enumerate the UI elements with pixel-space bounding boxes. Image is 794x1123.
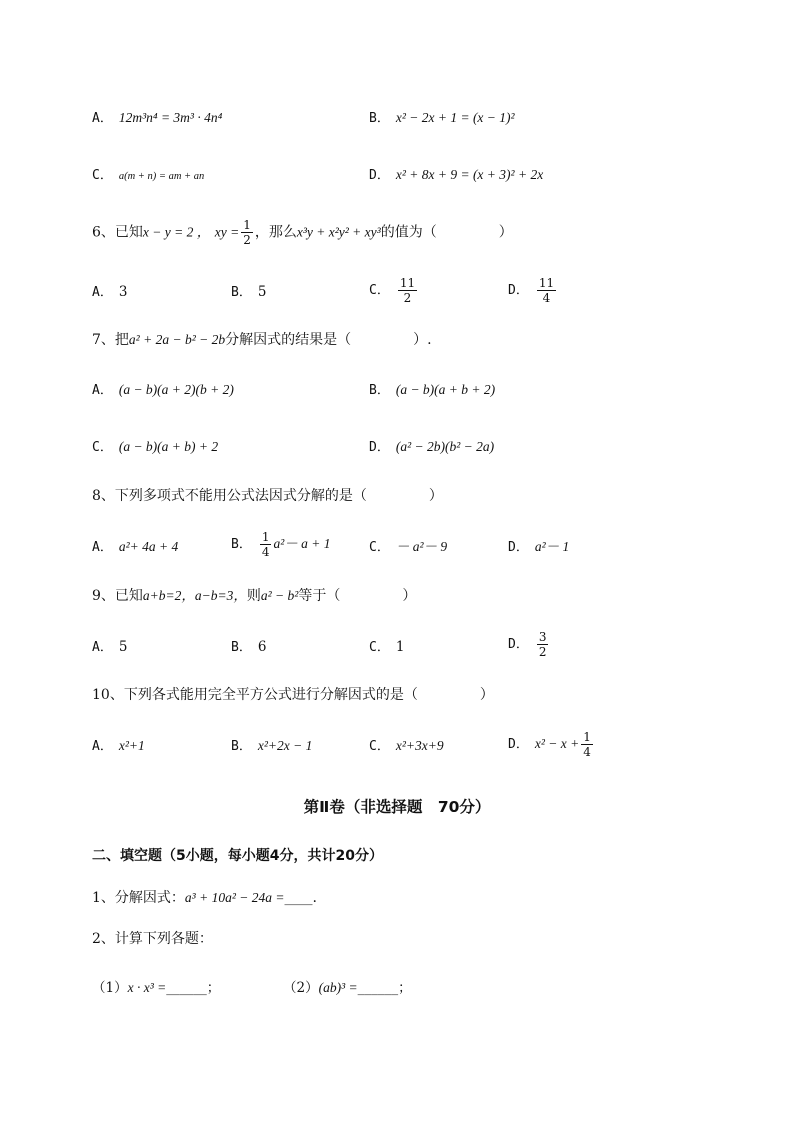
q5-option-a	[92, 108, 222, 129]
option-text: 1	[395, 639, 405, 655]
question-text: ）.	[413, 332, 432, 348]
item-label: （2）	[283, 980, 319, 996]
question-text: ）	[402, 588, 417, 604]
question-text: ，那么	[254, 224, 297, 241]
q7-option-c	[92, 437, 218, 458]
question-text: 等于（	[298, 588, 341, 604]
fraction	[537, 276, 556, 305]
q8-option-a	[92, 537, 178, 558]
option-label: B．	[231, 739, 252, 754]
q7-option-a	[92, 380, 234, 401]
question-10	[92, 685, 494, 705]
fraction	[537, 630, 549, 659]
option-text: a²+ 4a + 4	[118, 539, 179, 554]
option-text: (a − b)(a + b) + 2	[118, 439, 219, 454]
option-text: x² − 2x + 1 = (x − 1)²	[395, 110, 515, 125]
fill2-item-1	[92, 978, 220, 998]
answer-blank[interactable]: ______	[166, 980, 207, 996]
option-label: A．	[92, 739, 113, 754]
q8-options	[92, 530, 732, 564]
q6-options	[92, 276, 732, 310]
question-text: 分解因式的结果是（	[225, 332, 352, 348]
fraction	[260, 530, 272, 559]
option-text: x²+2x − 1	[257, 738, 313, 753]
question-text: 8、下列多项式不能用公式法因式分解的是（	[92, 488, 367, 504]
item-end: ；	[206, 980, 221, 996]
fraction-numerator: 3	[538, 630, 547, 644]
q6-option-c	[369, 276, 419, 305]
fill-question-1	[92, 888, 317, 908]
item-end: ；	[398, 980, 412, 996]
option-text: x² − x +	[534, 736, 580, 751]
question-9	[92, 586, 416, 606]
option-label: C．	[92, 168, 113, 183]
answer-blank[interactable]: ______	[357, 980, 399, 996]
option-text: 6	[257, 639, 267, 655]
q5-option-c	[92, 165, 204, 187]
option-text: x²+3x+9	[395, 738, 444, 753]
option-label: A．	[92, 640, 113, 655]
q9-option-d	[508, 630, 550, 659]
option-label: B．	[231, 640, 252, 655]
q10-option-c	[369, 736, 444, 757]
q5-options-row-2	[92, 165, 732, 199]
q9-option-a	[92, 637, 127, 658]
fraction-denominator: 4	[261, 545, 270, 559]
option-text: 3	[118, 284, 128, 300]
question-text: ）	[479, 687, 494, 703]
option-label: A．	[92, 285, 113, 300]
answer-blank[interactable]: ____	[284, 890, 313, 906]
fraction-denominator: 4	[583, 745, 591, 759]
question-expr: x − y = 2 ，	[142, 224, 211, 240]
q10-option-a	[92, 736, 145, 757]
q5-option-b	[369, 108, 515, 129]
option-label: C．	[92, 440, 113, 455]
item-label: （1）	[92, 980, 128, 996]
option-text: (a − b)(a + b + 2)	[395, 382, 496, 397]
q9-option-c	[369, 637, 404, 658]
option-label: A．	[92, 540, 113, 555]
fill-question-2-items	[92, 978, 732, 1012]
question-text: ）	[498, 224, 513, 241]
fraction-denominator: 2	[403, 291, 412, 305]
option-label: C．	[369, 540, 390, 555]
fraction	[581, 730, 593, 759]
option-label: D．	[508, 283, 529, 298]
question-expr: a² − b²	[260, 588, 299, 603]
question-expr: xy =	[214, 224, 240, 240]
option-text: 5	[257, 284, 267, 300]
item-expr: x · x³ =	[127, 980, 167, 995]
fill2-item-2	[283, 978, 412, 998]
question-text: 则	[246, 588, 261, 604]
option-text: x²+1	[118, 738, 145, 753]
option-text: x² + 8x + 9 = (x + 3)² + 2x	[395, 167, 544, 182]
option-text: a(m + n) = am + an	[118, 171, 205, 182]
question-text: .	[312, 890, 317, 906]
option-label: A．	[92, 111, 113, 126]
option-label: C．	[369, 283, 390, 298]
q7-option-d	[369, 437, 494, 458]
option-label: C．	[369, 739, 390, 754]
question-8	[92, 486, 443, 506]
q5-options-row-1	[92, 108, 732, 142]
q8-option-c	[369, 537, 447, 558]
question-text: 的值为（	[380, 224, 437, 241]
q10-option-b	[231, 736, 312, 757]
fraction-numerator: 1	[243, 218, 251, 232]
option-text: a²－ 1	[534, 539, 570, 554]
fraction-denominator: 4	[542, 291, 551, 305]
q8-option-d	[508, 537, 569, 558]
option-text: 5	[118, 639, 128, 655]
option-label: D．	[508, 540, 529, 555]
q9-options	[92, 630, 732, 664]
question-expr: x³y + x²y² + xy³	[296, 224, 381, 240]
part2-heading: 二、填空题（5小题，每小题4分，共计20分）	[92, 848, 383, 864]
option-label: D．	[369, 440, 390, 455]
q5-option-d	[369, 165, 543, 186]
question-expr: a² + 2a − b² − 2b	[128, 332, 226, 347]
fraction-numerator: 11	[399, 276, 416, 290]
fraction	[241, 218, 253, 247]
option-label: B．	[369, 383, 390, 398]
option-text: 12m³n⁴ = 3m³ · 4n⁴	[118, 110, 223, 125]
fraction-numerator: 11	[538, 276, 555, 290]
q7-options-row-2	[92, 437, 732, 471]
question-prefix: 1、分解因式：	[92, 890, 185, 906]
option-text: a²－ a + 1	[273, 536, 331, 551]
fraction	[398, 276, 417, 305]
option-text: (a − b)(a + 2)(b + 2)	[118, 382, 234, 397]
option-label: C．	[369, 640, 390, 655]
fraction-denominator: 2	[243, 233, 251, 247]
option-label: D．	[508, 737, 529, 752]
q6-option-d	[508, 276, 558, 305]
question-expr: a+b=2，a−b=3，	[142, 588, 247, 603]
question-7	[92, 330, 432, 350]
q6-option-b	[231, 282, 266, 303]
fraction-numerator: 1	[583, 730, 591, 744]
question-text: 2、计算下列各题：	[92, 931, 213, 947]
fraction-denominator: 2	[538, 645, 547, 659]
option-label: B．	[369, 111, 390, 126]
option-text: (a² − 2b)(b² − 2a)	[395, 439, 495, 454]
q9-option-b	[231, 637, 266, 658]
item-expr: (ab)³ =	[318, 980, 358, 995]
fill-question-2	[92, 929, 213, 949]
q6-option-a	[92, 282, 127, 303]
question-text: ）	[428, 488, 443, 504]
q7-options-row-1	[92, 380, 732, 414]
question-expr: a³ + 10a² − 24a =	[184, 890, 285, 905]
q8-option-b	[231, 530, 331, 559]
option-label: B．	[231, 537, 252, 552]
q10-options	[92, 730, 732, 764]
option-label: B．	[231, 285, 252, 300]
option-label: D．	[508, 637, 529, 652]
q7-option-b	[369, 380, 495, 401]
question-prefix: 7、把	[92, 332, 129, 348]
question-6	[92, 218, 513, 247]
question-text: 10、下列各式能用完全平方公式进行分解因式的是（	[92, 687, 418, 703]
question-prefix: 9、已知	[92, 588, 143, 604]
option-label: A．	[92, 383, 113, 398]
question-prefix: 6、已知	[92, 224, 143, 241]
option-label: D．	[369, 168, 390, 183]
section-title: 第Ⅱ卷（非选择题 70分）	[303, 798, 491, 816]
q10-option-d	[508, 730, 595, 759]
option-text: － a²－ 9	[395, 539, 448, 554]
fraction-numerator: 1	[261, 530, 270, 544]
